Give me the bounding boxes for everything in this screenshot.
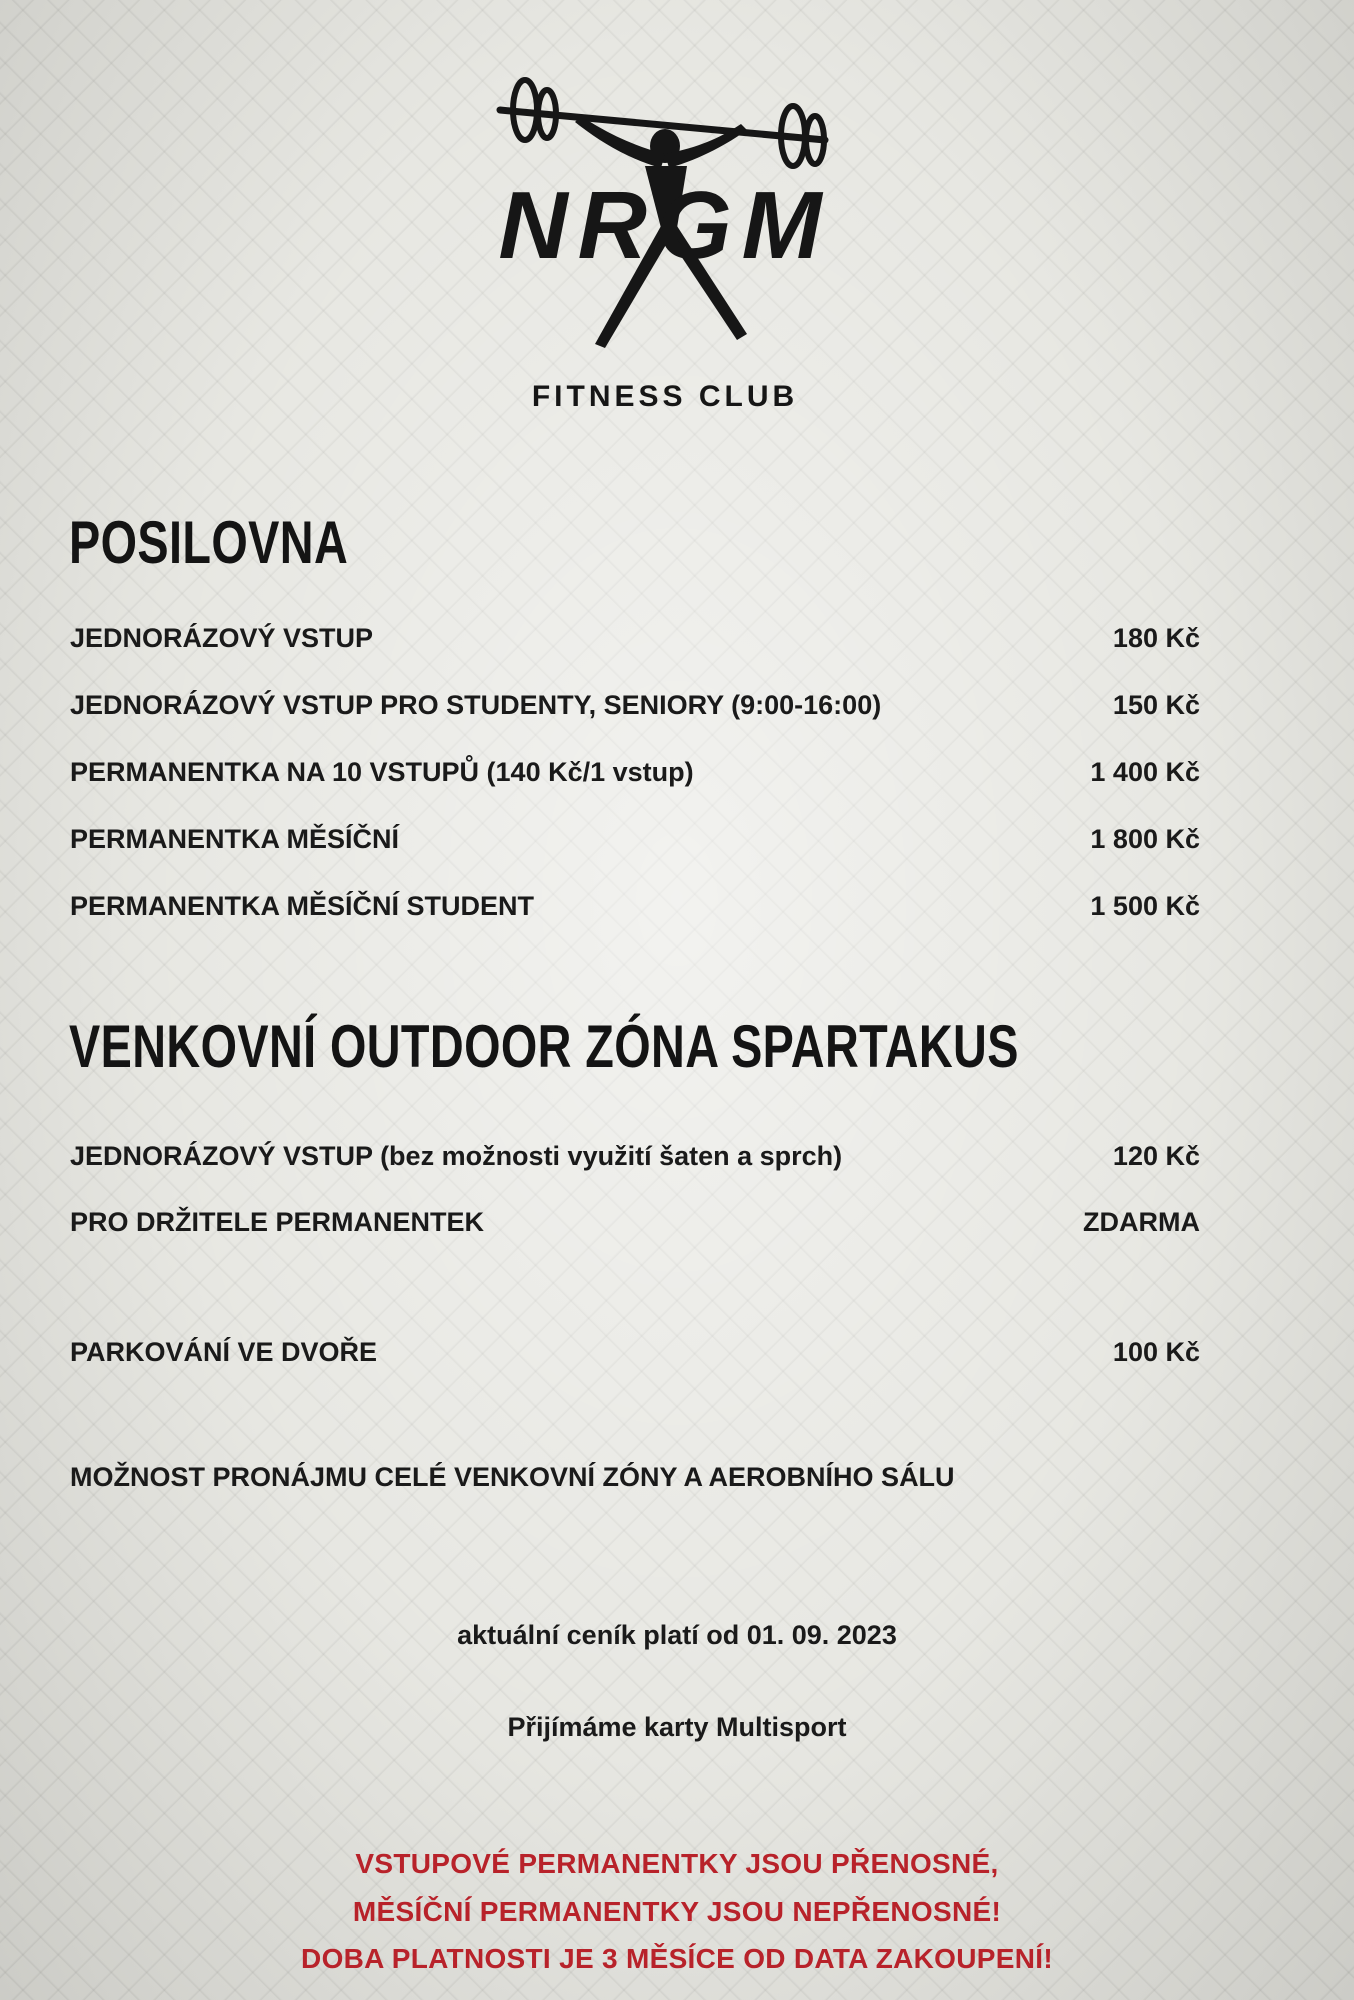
warning-line: VSTUPOVÉ PERMANENTKY JSOU PŘENOSNÉ,	[355, 1848, 999, 1879]
section-heading-posilovna: POSILOVNA	[69, 509, 349, 576]
price-row-label: JEDNORÁZOVÝ VSTUP PRO STUDENTY, SENIORY (9:00-16:00)	[70, 689, 882, 720]
price-row	[70, 618, 1200, 658]
price-row	[70, 752, 1200, 792]
price-row-label: JEDNORÁZOVÝ VSTUP	[70, 622, 374, 653]
price-row	[70, 819, 1200, 859]
price-row-label: PERMANENTKA NA 10 VSTUPŮ (140 Kč/1 vstup)	[70, 756, 694, 787]
price-row-label: JEDNORÁZOVÝ VSTUP (bez možnosti využití šaten a sprch)	[70, 1140, 843, 1171]
price-row-price: ZDARMA	[1083, 1206, 1200, 1237]
warning-line: MĚSÍČNÍ PERMANENTKY JSOU NEPŘENOSNÉ!	[352, 1896, 1002, 1927]
multisport-note: Přijímáme karty Multisport	[507, 1712, 847, 1742]
price-row	[70, 1202, 1200, 1242]
parking-label: PARKOVÁNÍ VE DVOŘE	[70, 1336, 378, 1367]
rental-note: MOŽNOST PRONÁJMU CELÉ VENKOVNÍ ZÓNY A AEROBNÍHO SÁLU	[70, 1462, 955, 1492]
price-row	[70, 685, 1200, 725]
section-heading-outdoor-zone: VENKOVNÍ OUTDOOR ZÓNA SPARTAKUS	[69, 1013, 1019, 1080]
price-row-price: 180 Kč	[1112, 622, 1200, 653]
price-row-price: 1 800 Kč	[1090, 823, 1200, 854]
price-row-label: PRO DRŽITELE PERMANENTEK	[70, 1206, 485, 1237]
price-row-price: 120 Kč	[1112, 1140, 1200, 1171]
parking-row	[70, 1332, 1200, 1372]
price-row-label: PERMANENTKA MĚSÍČNÍ	[70, 823, 400, 854]
warning-line: DOBA PLATNOSTI JE 3 MĚSÍCE OD DATA ZAKOUPENÍ!	[301, 1943, 1053, 1974]
price-row-label: PERMANENTKA MĚSÍČNÍ STUDENT	[70, 890, 535, 921]
price-row	[70, 1136, 1200, 1176]
club-logo	[455, 48, 875, 420]
price-row-price: 1 500 Kč	[1090, 890, 1200, 921]
parking-price: 100 Kč	[1112, 1336, 1200, 1367]
price-row-price: 1 400 Kč	[1090, 756, 1200, 787]
validity-note: aktuální ceník platí od 01. 09. 2023	[457, 1620, 897, 1650]
price-row	[70, 886, 1200, 926]
logo-wordmark: NRGM	[498, 172, 832, 279]
logo-subtitle: FITNESS CLUB	[531, 380, 799, 413]
weightlifter-logo-icon	[455, 48, 875, 420]
price-row-price: 150 Kč	[1112, 689, 1200, 720]
